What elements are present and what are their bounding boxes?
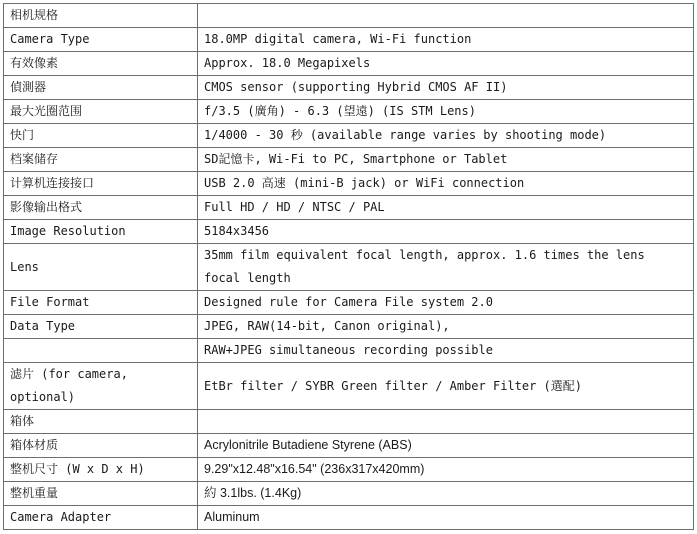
spec-label: 快门: [4, 124, 198, 148]
spec-value: 35mm film equivalent focal length, approx. 1.6 times the lens focal length: [198, 244, 694, 291]
spec-value: [198, 4, 694, 28]
spec-value: 9.29"x12.48"x16.54" (236x317x420mm): [198, 458, 694, 482]
table-row: [4, 28, 694, 52]
table-row: [4, 458, 694, 482]
spec-label: 影像输出格式: [4, 196, 198, 220]
table-row: [4, 434, 694, 458]
spec-value: JPEG, RAW(14-bit, Canon original),: [198, 315, 694, 339]
spec-value: CMOS sensor (supporting Hybrid CMOS AF II): [198, 76, 694, 100]
spec-label: 最大光圈范围: [4, 100, 198, 124]
table-row: [4, 410, 694, 434]
spec-label: 偵測器: [4, 76, 198, 100]
spec-label: Camera Adapter: [4, 506, 198, 530]
specifications-table: [3, 3, 694, 530]
spec-value: f/3.5 (廣角) - 6.3 (望遠) (IS STM Lens): [198, 100, 694, 124]
table-row: [4, 291, 694, 315]
table-row: [4, 339, 694, 363]
spec-value: 5184x3456: [198, 220, 694, 244]
table-row: [4, 363, 694, 410]
spec-value: RAW+JPEG simultaneous recording possible: [198, 339, 694, 363]
spec-label: 滤片 (for camera, optional): [4, 363, 198, 410]
table-row: [4, 315, 694, 339]
spec-value: Acrylonitrile Butadiene Styrene (ABS): [198, 434, 694, 458]
table-row: [4, 76, 694, 100]
spec-value: [198, 410, 694, 434]
table-row: [4, 172, 694, 196]
spec-label: Image Resolution: [4, 220, 198, 244]
spec-label: Camera Type: [4, 28, 198, 52]
spec-label: 箱体: [4, 410, 198, 434]
spec-label: 整机尺寸 (W x D x H): [4, 458, 198, 482]
spec-label: Lens: [4, 244, 198, 291]
spec-label: 相机规格: [4, 4, 198, 28]
table-row: [4, 506, 694, 530]
table-row: [4, 482, 694, 506]
table-row: [4, 100, 694, 124]
spec-value: Approx. 18.0 Megapixels: [198, 52, 694, 76]
spec-value: EtBr filter / SYBR Green filter / Amber Filter (選配): [198, 363, 694, 410]
table-row: [4, 124, 694, 148]
spec-value: SD記憶卡, Wi-Fi to PC, Smartphone or Tablet: [198, 148, 694, 172]
spec-label: Data Type: [4, 315, 198, 339]
table-row: [4, 220, 694, 244]
spec-value: 約 3.1lbs. (1.4Kg): [198, 482, 694, 506]
spec-value: Designed rule for Camera File system 2.0: [198, 291, 694, 315]
table-row: [4, 196, 694, 220]
spec-value: 1/4000 - 30 秒 (available range varies by shooting mode): [198, 124, 694, 148]
spec-value: 18.0MP digital camera, Wi-Fi function: [198, 28, 694, 52]
spec-label: File Format: [4, 291, 198, 315]
table-row: [4, 244, 694, 291]
spec-value: USB 2.0 高速 (mini-B jack) or WiFi connection: [198, 172, 694, 196]
table-row: [4, 52, 694, 76]
spec-value: Full HD / HD / NTSC / PAL: [198, 196, 694, 220]
table-row: [4, 148, 694, 172]
spec-label: [4, 339, 198, 363]
spec-label: 整机重量: [4, 482, 198, 506]
spec-label: 计算机连接接口: [4, 172, 198, 196]
spec-value: Aluminum: [198, 506, 694, 530]
spec-label: 箱体材质: [4, 434, 198, 458]
table-row: [4, 4, 694, 28]
spec-label: 有效像素: [4, 52, 198, 76]
spec-label: 档案储存: [4, 148, 198, 172]
